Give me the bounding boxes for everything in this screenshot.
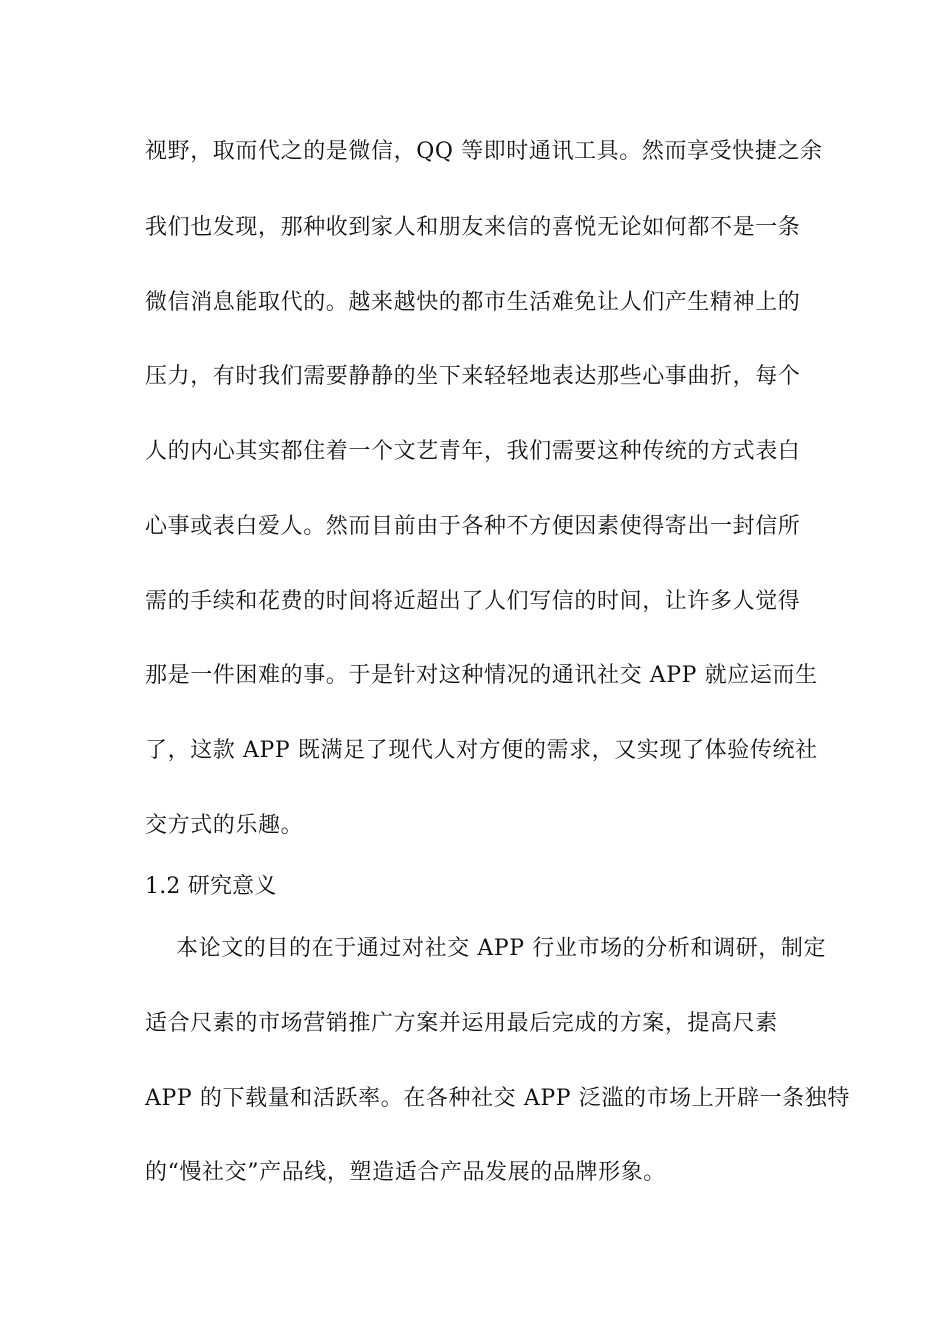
paragraph-line: 的“慢社交”产品线，塑造适合产品发展的品牌形象。: [145, 1160, 666, 1185]
paragraph-line: 交方式的乐趣。: [145, 813, 304, 838]
paragraph-line: 本论文的目的在于通过对社交 APP 行业市场的分析和调研，制定: [176, 936, 827, 961]
paragraph-line: 压力，有时我们需要静静的坐下来轻轻地表达那些心事曲折，每个: [145, 364, 801, 389]
paragraph-line: 那是一件困难的事。于是针对这种情况的通讯社交 APP 就应运而生: [145, 663, 818, 688]
paragraph-line: 微信消息能取代的。越来越快的都市生活难免让人们产生精神上的: [145, 290, 801, 315]
section-heading: 1.2 研究意义: [145, 874, 277, 899]
paragraph-line: 需的手续和花费的时间将近超出了人们写信的时间，让许多人觉得: [145, 589, 801, 614]
paragraph-line: 视野，取而代之的是微信，QQ 等即时通讯工具。然而享受快捷之余: [145, 139, 823, 164]
paragraph-line: 适合尺素的市场营销推广方案并运用最后完成的方案，提高尺素: [145, 1011, 778, 1036]
paragraph-line: APP 的下载量和活跃率。在各种社交 APP 泛滥的市场上开辟一条独特: [145, 1086, 850, 1111]
paragraph-line: 了，这款 APP 既满足了现代人对方便的需求，又实现了体验传统社: [145, 738, 818, 763]
paragraph-line: 人的内心其实都住着一个文艺青年，我们需要这种传统的方式表白: [145, 439, 801, 464]
paragraph-line: 我们也发现，那种收到家人和朋友来信的喜悦无论如何都不是一条: [145, 215, 801, 240]
paragraph-line: 心事或表白爱人。然而目前由于各种不方便因素使得寄出一封信所: [145, 514, 801, 539]
